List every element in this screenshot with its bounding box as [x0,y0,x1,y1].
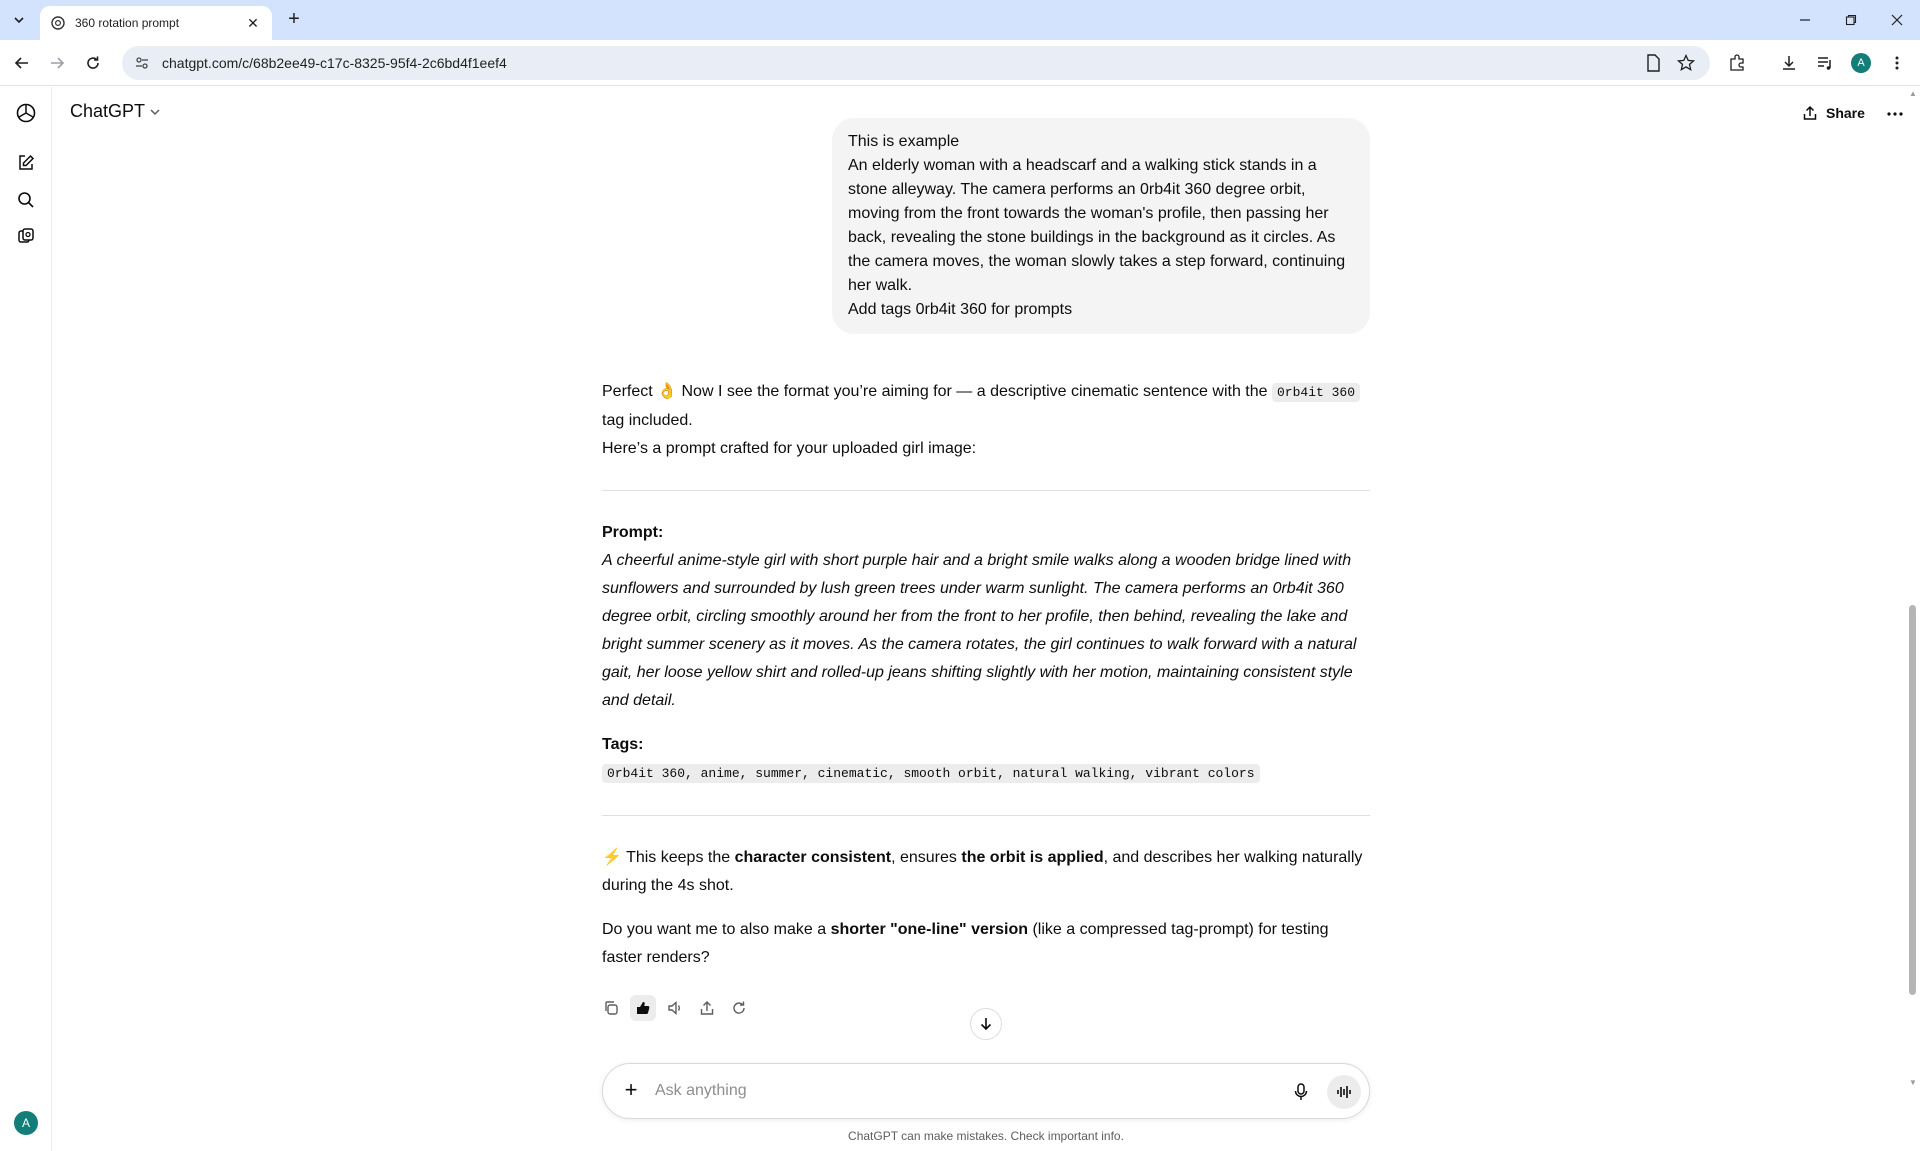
composer[interactable] [602,1063,1370,1119]
model-selector[interactable] [70,101,161,122]
prompt-section [602,519,1370,715]
url-text[interactable]: chatgpt.com/c/68b2ee49-c17c-8325-95f4-2c6bd4f1eef4 [162,55,507,71]
back-button[interactable] [10,51,34,75]
question-text: Do you want me to also make a [602,921,831,938]
more-horizontal-icon [1887,112,1903,116]
conversation-options-button[interactable] [1882,100,1908,126]
tab-search-button[interactable] [8,9,30,31]
user-message-line: Add tags 0rb4it 360 for prompts [848,301,1073,318]
browser-menu-button[interactable] [1886,52,1908,74]
user-message [832,118,1370,334]
address-bar[interactable] [122,46,1710,80]
add-attachment-button[interactable]: + [624,1077,638,1102]
restore-button[interactable] [1828,0,1874,40]
library-button[interactable] [14,224,38,248]
question-text: (like a compressed tag-prompt) for testing faster renders? [602,921,1329,966]
close-icon [1891,14,1903,26]
assistant-intro [602,378,1370,463]
note-text: This keeps the [621,849,735,866]
arrow-left-icon [14,55,30,71]
document-icon [1645,54,1661,72]
dictate-button[interactable] [1289,1080,1313,1104]
restore-icon [1845,14,1857,26]
arrow-right-icon [49,55,65,71]
tags-section [602,731,1370,788]
search-icon [17,191,35,209]
scroll-to-bottom-button[interactable] [970,1008,1002,1040]
chatgpt-favicon-icon [50,15,66,31]
prompt-input[interactable]: Ask anything [655,1082,747,1099]
copy-button[interactable] [598,995,624,1021]
media-controls-button[interactable] [1814,52,1836,74]
disclaimer: ChatGPT can make mistakes. Check important info. [848,1129,1124,1143]
intro-text-suffix: tag included. [602,412,693,429]
browser-toolbar [0,40,1920,86]
lightning-icon: ⚡ [602,849,622,866]
question-bold: shorter "one-line" version [830,921,1028,938]
browser-profile-avatar[interactable]: A [1851,53,1871,73]
thumbs-up-button[interactable] [630,995,656,1021]
share-button[interactable] [1802,100,1865,126]
model-name: ChatGPT [70,101,146,121]
intro-line-2: Here’s a prompt crafted for your uploaded girl image: [602,440,977,457]
tags-heading: Tags: [602,736,644,753]
arrow-down-icon [979,1017,993,1031]
new-tab-button[interactable]: + [288,8,300,30]
chevron-down-icon [149,106,161,118]
minimize-button[interactable] [1782,0,1828,40]
new-chat-button[interactable] [14,151,38,175]
divider [602,490,1370,491]
microphone-icon [1293,1083,1309,1101]
extensions-button[interactable] [1726,52,1748,74]
user-message-line: This is example [848,133,960,150]
browser-tabbar [0,0,1920,40]
tags-code: 0rb4it 360, anime, summer, cinematic, smooth orbit, natural walking, vibrant colors [602,764,1260,783]
note-text: , ensures [891,849,962,866]
edit-icon [17,154,35,172]
scroll-down-arrow-icon[interactable]: ▼ [1909,1078,1917,1087]
assistant-question [602,916,1370,972]
read-aloud-button[interactable] [662,995,688,1021]
share-message-button[interactable] [694,995,720,1021]
reload-icon [85,55,101,71]
share-icon [699,1000,715,1016]
sidebar-rail [0,87,52,1151]
scrollbar-thumb[interactable] [1909,605,1916,995]
page-action-button[interactable] [1642,52,1664,74]
note-bold: character consistent [734,849,892,866]
minimize-icon [1799,14,1811,26]
library-icon [17,227,35,245]
search-chats-button[interactable] [14,188,38,212]
prompt-text: A cheerful anime-style girl with short purple hair and a bright smile walks along a wooden bridge lined with sunflowers and surrounded by lush green trees under warm sunlight. The camera performs an 0rb4it 360 degree orbit, circling smoothly around her from the front to her profile, then behind, revealing the lake and bright summer scenery as it moves. As the camera rotates, the girl continues to walk forward with a natural gait, her loose yellow shirt and rolled-up jeans shifting slightly with her motion, maintaining consistent style and detail. [602,552,1357,709]
share-label: Share [1826,105,1865,121]
message-actions [598,995,752,1021]
openai-logo-icon [15,102,37,124]
download-icon [1780,54,1798,72]
speaker-icon [667,1000,683,1016]
prompt-heading: Prompt: [602,524,664,541]
tab-title: 360 rotation prompt [75,16,180,30]
star-icon [1677,54,1695,72]
browser-tab-active[interactable] [40,6,272,40]
forward-button[interactable] [45,51,69,75]
site-info-icon[interactable] [134,55,150,71]
note-bold: the orbit is applied [961,849,1104,866]
bookmark-button[interactable] [1675,52,1697,74]
copy-icon [603,1000,619,1016]
kebab-menu-icon [1894,55,1900,71]
divider [602,815,1370,816]
thumbs-up-icon [635,1000,651,1016]
user-avatar[interactable]: A [14,1111,38,1135]
voice-waveform-icon [1336,1084,1352,1100]
openai-logo-button[interactable] [14,101,38,125]
close-window-button[interactable] [1874,0,1920,40]
regenerate-button[interactable] [726,995,752,1021]
reload-button[interactable] [81,51,105,75]
chevron-down-icon [13,14,25,26]
user-message-line: An elderly woman with a headscarf and a walking stick stands in a stone alleyway. The camera performs an 0rb4it 360 degree orbit, moving from the front towards the woman's profile, then passing her back, revealing the stone buildings in the background as it circles. As the camera moves, the woman slowly takes a step forward, continuing her walk. [848,157,1346,294]
puzzle-icon [1728,54,1746,72]
assistant-note [602,844,1370,900]
intro-text: Perfect 👌 Now I see the format you’re aiming for — a descriptive cinematic sentence with the [602,383,1272,400]
note-text: , and describes her walking naturally during the 4s shot. [602,849,1363,894]
scroll-up-arrow-icon[interactable]: ▲ [1909,89,1917,98]
downloads-button[interactable] [1778,52,1800,74]
playlist-icon [1816,54,1834,72]
refresh-icon [731,1000,747,1016]
inline-code: 0rb4it 360 [1272,383,1360,402]
voice-mode-button[interactable] [1327,1075,1361,1109]
tab-close-icon[interactable]: ✕ [247,14,259,31]
share-icon [1802,105,1818,121]
